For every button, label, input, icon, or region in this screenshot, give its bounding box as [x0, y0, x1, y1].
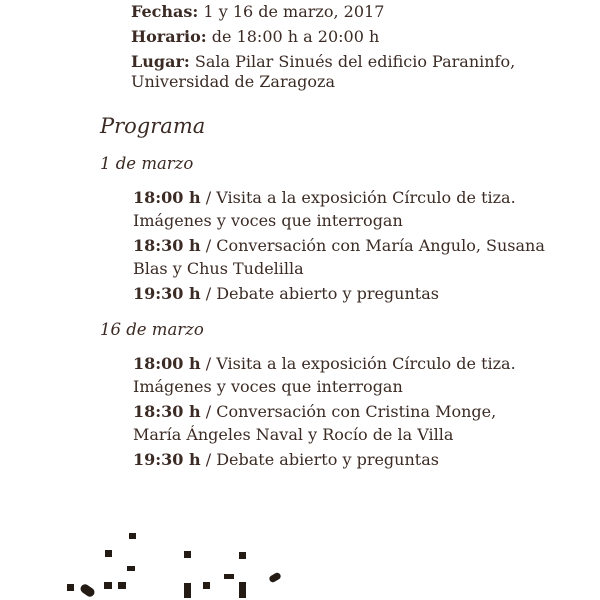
- dates-field: [131, 2, 569, 22]
- event-description: Debate abierto y preguntas: [216, 450, 439, 469]
- session-2-events: [133, 352, 545, 473]
- event-item: [133, 448, 545, 471]
- logo-fragment: [105, 550, 112, 557]
- event-description: Visita a la exposición Círculo de tiza. Imágenes y voces que interrogan: [133, 188, 516, 230]
- session-1-events: [133, 186, 545, 307]
- session-1-date: 1 de marzo: [100, 154, 194, 173]
- logo-fragment: [224, 574, 234, 579]
- event-time: 19:30 h: [133, 284, 201, 303]
- event-description: Conversación con Cristina Monge, María Ángeles Naval y Rocío de la Villa: [133, 402, 497, 444]
- dates-value: 1 y 16 de marzo, 2017: [203, 2, 385, 21]
- logo-fragment: [129, 533, 136, 539]
- event-item: [133, 186, 545, 232]
- event-description: Conversación con María Angulo, Susana Blas y Chus Tudelilla: [133, 236, 545, 278]
- logo-fragment: [184, 551, 191, 558]
- event-separator: /: [205, 402, 212, 421]
- event-description: Debate abierto y preguntas: [216, 284, 439, 303]
- schedule-label: Horario:: [131, 27, 207, 46]
- schedule-field: [131, 27, 569, 47]
- event-separator: /: [205, 450, 212, 469]
- venue-label: Lugar:: [131, 52, 190, 71]
- event-separator: /: [205, 236, 212, 255]
- event-separator: /: [205, 354, 212, 373]
- logo-fragment: [184, 583, 191, 598]
- event-time: 18:30 h: [133, 402, 201, 421]
- event-item: [133, 400, 545, 446]
- event-time: 18:00 h: [133, 188, 201, 207]
- event-separator: /: [205, 284, 212, 303]
- logo-fragment: [239, 552, 246, 559]
- logo-fragment: [104, 582, 112, 589]
- logo-fragment: [203, 582, 210, 589]
- logo-fragment: [67, 584, 74, 591]
- event-description: Visita a la exposición Círculo de tiza. Imágenes y voces que interrogan: [133, 354, 516, 396]
- event-time: 18:00 h: [133, 354, 201, 373]
- event-time: 18:30 h: [133, 236, 201, 255]
- schedule-value: de 18:00 h a 20:00 h: [211, 27, 380, 46]
- program-title: Programa: [100, 114, 206, 138]
- logo-fragment: [118, 582, 126, 589]
- event-time: 19:30 h: [133, 450, 201, 469]
- event-item: [133, 234, 545, 280]
- logo-fragment: [268, 571, 282, 583]
- event-item: [133, 352, 545, 398]
- dates-label: Fechas:: [131, 2, 199, 21]
- logo-fragment: [127, 566, 135, 571]
- event-details: [131, 2, 569, 97]
- venue-field: [131, 52, 569, 92]
- session-2-date: 16 de marzo: [100, 320, 204, 339]
- event-separator: /: [205, 188, 212, 207]
- logo-fragment: [239, 582, 246, 598]
- event-item: [133, 282, 545, 305]
- venue-value: Sala Pilar Sinués del edificio Paraninfo, Universidad de Zaragoza: [131, 52, 516, 91]
- logo-fragment: [79, 583, 96, 599]
